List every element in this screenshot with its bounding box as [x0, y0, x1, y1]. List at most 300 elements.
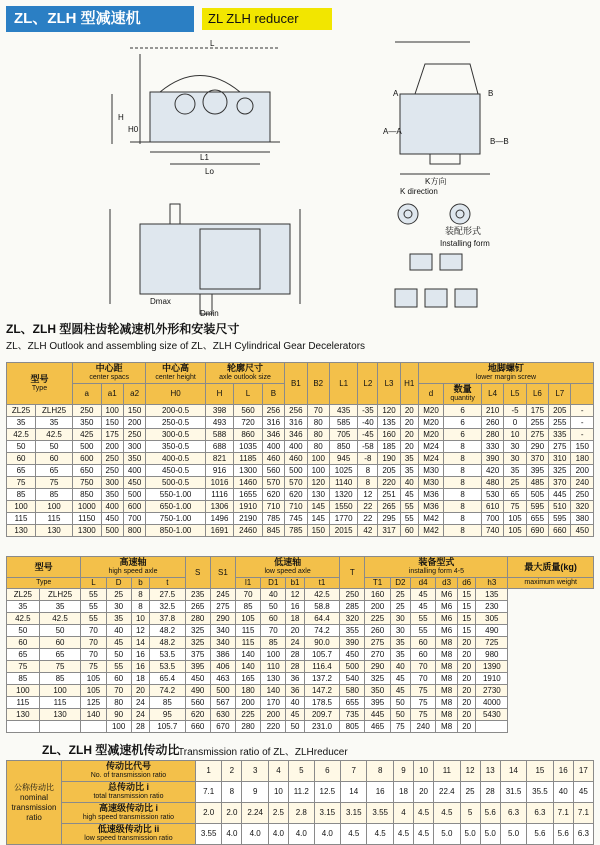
table-cell: 75	[7, 477, 36, 489]
t2-head-wt: 最大质量(kg)	[508, 557, 594, 578]
table-cell: 145	[307, 513, 329, 525]
table-cell: 115	[7, 697, 40, 709]
table-cell: 55	[106, 661, 131, 673]
table-cell: 3.55	[195, 824, 221, 845]
table-cell: 735	[340, 709, 365, 721]
table-cell: 6.3	[527, 803, 553, 824]
table-cell: 2.0	[222, 803, 242, 824]
table-cell: 8	[222, 782, 242, 803]
t2-col-wt: maximum weight	[508, 578, 594, 589]
table-cell: 70	[411, 661, 436, 673]
table-cell: 25	[460, 782, 480, 803]
table-cell: 980	[476, 649, 508, 661]
table-cell: 225	[235, 709, 260, 721]
table-cell: 340	[210, 625, 235, 637]
table-cell: M36	[418, 501, 443, 513]
table-cell: 2015	[329, 525, 357, 537]
table-cell: 805	[340, 721, 365, 733]
table-cell: 3	[242, 761, 268, 782]
table-row	[7, 489, 594, 501]
table-cell: 493	[205, 417, 233, 429]
table-cell: 1185	[234, 453, 262, 465]
table-cell: 105	[504, 513, 526, 525]
t1-col-h1: H1	[400, 363, 418, 405]
t1-col-l2: L2	[358, 363, 378, 405]
table-cell: ZLH25	[39, 589, 81, 601]
table-cell: -5	[504, 405, 526, 417]
table-cell: 16	[131, 649, 149, 661]
table-cell: 30	[106, 601, 131, 613]
table-cell: 305	[476, 613, 508, 625]
table-cell: 210	[481, 405, 503, 417]
table-cell: M8	[436, 661, 458, 673]
table-cell: 690	[526, 525, 548, 537]
table-cell: M8	[436, 685, 458, 697]
table-cell: 330	[481, 441, 503, 453]
table-cell: 3.15	[314, 803, 340, 824]
table-cell: 740	[481, 525, 503, 537]
table-cell: 425	[73, 429, 101, 441]
table-row	[7, 649, 594, 661]
table-cell: 5.6	[480, 803, 500, 824]
t2-col-s1: S1	[210, 557, 235, 589]
t2-col-t1small: t1	[304, 578, 339, 589]
t1-col-l1: L1	[329, 363, 357, 405]
table-cell: 346	[285, 429, 307, 441]
table-cell: 3.15	[341, 803, 367, 824]
table-cell: 35	[390, 637, 410, 649]
table-cell: 370	[549, 477, 571, 489]
table-cell: 65	[39, 649, 81, 661]
table-cell: 70	[261, 625, 286, 637]
table-cell: 355	[340, 625, 365, 637]
table-cell: 845	[262, 525, 284, 537]
table-cell: 45	[573, 782, 593, 803]
table-cell: 445	[365, 709, 390, 721]
table-cell: 400	[101, 501, 123, 513]
table-cell: 2190	[234, 513, 262, 525]
table-cell: 8	[444, 489, 482, 501]
table-cell: M24	[418, 453, 443, 465]
table-cell: 95	[150, 709, 185, 721]
table-cell: M24	[418, 441, 443, 453]
table-cell: 1025	[329, 465, 357, 477]
table-cell: 75	[7, 661, 40, 673]
table-cell: 45	[411, 601, 436, 613]
table-cell: 595	[549, 513, 571, 525]
table-cell: 850-1.00	[146, 525, 206, 537]
table-cell: 390	[481, 453, 503, 465]
table-cell: 450	[123, 477, 145, 489]
table-cell: 11.2	[289, 782, 315, 803]
ratio-row-label: 传动比代号 No. of transmission ratio	[62, 761, 196, 782]
table-cell: 137.2	[304, 673, 339, 685]
table-cell: 145	[307, 501, 329, 513]
table-cell: 130	[36, 525, 73, 537]
table-cell: 100	[307, 465, 329, 477]
table-cell: 2730	[476, 685, 508, 697]
table-cell: 300	[101, 477, 123, 489]
table-cell: 705	[329, 429, 357, 441]
table-cell: 50	[261, 601, 286, 613]
table-cell: 1390	[476, 661, 508, 673]
table-cell: 4.0	[222, 824, 242, 845]
table-cell: 505	[526, 489, 548, 501]
table-cell: 16	[131, 661, 149, 673]
table-cell: 500	[101, 525, 123, 537]
table-row	[7, 661, 594, 673]
table-cell: 60	[261, 613, 286, 625]
table-cell: 1770	[329, 513, 357, 525]
table-cell: 170	[261, 697, 286, 709]
table-cell: 860	[234, 429, 262, 441]
table-cell: 50	[390, 709, 410, 721]
table-cell: 316	[285, 417, 307, 429]
table-cell: 100	[106, 721, 131, 733]
table-cell: 4	[268, 761, 288, 782]
drawing-label-lo: Lo	[205, 167, 214, 176]
table-cell: 400	[262, 441, 284, 453]
table-cell: 80	[307, 441, 329, 453]
table-cell: 60	[411, 637, 436, 649]
table-cell: 35	[400, 453, 418, 465]
drawing-label-install-en: Installing form	[440, 239, 490, 248]
table-cell: 350	[365, 685, 390, 697]
table-cell: 4.5	[341, 824, 367, 845]
gearbox-front-view	[150, 92, 270, 142]
table-cell: 710	[262, 501, 284, 513]
table-cell: 9	[242, 782, 268, 803]
table-cell: 350	[123, 453, 145, 465]
table-cell: 205	[378, 465, 400, 477]
table-cell: 490	[476, 625, 508, 637]
table-row	[7, 721, 594, 733]
table-cell: 4.5	[367, 824, 393, 845]
table-cell: 500	[210, 685, 235, 697]
table-cell: M6	[436, 601, 458, 613]
table-cell: 15	[527, 761, 553, 782]
table-cell: -40	[358, 417, 378, 429]
table-cell: 460	[285, 453, 307, 465]
table-cell: 231.0	[304, 721, 339, 733]
table-cell: 1496	[205, 513, 233, 525]
table-cell: 5.6	[553, 824, 573, 845]
table-cell: 500-0.5	[146, 477, 206, 489]
table-cell: 85	[7, 489, 36, 501]
table1-subtitle: ZL、ZLH Outlook and assembling size of ZL、ZLH Cylindrical Gear Decelerators	[6, 341, 366, 352]
table-cell: 18	[286, 613, 304, 625]
t1-col-b1: B1	[285, 363, 307, 405]
table-cell: 200	[261, 709, 286, 721]
table-cell: 180	[571, 453, 594, 465]
technical-drawing	[0, 34, 600, 318]
table-cell: 560	[185, 697, 210, 709]
table-cell: 395	[526, 465, 548, 477]
table-cell: 346	[262, 429, 284, 441]
table-cell: 55	[400, 513, 418, 525]
table-cell: M42	[418, 513, 443, 525]
table-cell: 180	[235, 685, 260, 697]
table-cell: 140	[235, 649, 260, 661]
table-cell: 45	[411, 589, 436, 601]
table-cell: 600	[123, 501, 145, 513]
table-cell: 6	[444, 417, 482, 429]
table-cell: 70	[411, 673, 436, 685]
table-row	[7, 405, 594, 417]
table-cell: 0	[504, 417, 526, 429]
ratio-row-label: 低速级传动比 ii low speed transmission ratio	[62, 824, 196, 845]
table-cell: 35	[7, 417, 36, 429]
t1-col-extra	[571, 384, 594, 405]
table-cell: 8	[358, 477, 378, 489]
table-cell: 720	[234, 417, 262, 429]
table-cell: -8	[358, 453, 378, 465]
table-cell: 420	[481, 465, 503, 477]
table-cell: M36	[418, 489, 443, 501]
table-cell: 2.5	[268, 803, 288, 824]
table-cell: 45	[106, 637, 131, 649]
table-cell: 390	[340, 637, 365, 649]
table-cell: 300	[123, 441, 145, 453]
table-cell: 1550	[329, 501, 357, 513]
table-cell: 20	[457, 661, 475, 673]
table-cell: 200-0.5	[146, 405, 206, 417]
table-cell: 65	[36, 465, 73, 477]
table-cell: 916	[205, 465, 233, 477]
table-cell: 18	[131, 673, 149, 685]
table-cell: 280	[481, 429, 503, 441]
table-row	[7, 429, 594, 441]
table3-title: ZL、ZLH 型减速机传动比	[42, 743, 180, 757]
table-cell: 125	[81, 697, 106, 709]
table-cell: 225	[365, 613, 390, 625]
table-cell: 5.0	[434, 824, 460, 845]
table-cell: 175	[101, 429, 123, 441]
table-cell: 20	[457, 673, 475, 685]
table-cell: 209.7	[304, 709, 339, 721]
table-cell: 850	[73, 489, 101, 501]
table-cell: 20	[457, 649, 475, 661]
table-cell: 4.0	[314, 824, 340, 845]
table-cell: 600	[73, 453, 101, 465]
table-cell: 406	[210, 661, 235, 673]
shaft-table	[6, 556, 594, 733]
table-cell: 6	[444, 429, 482, 441]
table-cell: 45	[390, 685, 410, 697]
table-cell: 75	[36, 477, 73, 489]
t1-col-h0: H0	[146, 384, 206, 405]
table-cell: 15	[457, 613, 475, 625]
table-cell: 75	[504, 501, 526, 513]
table-cell: 40	[106, 625, 131, 637]
table-cell: 700	[481, 513, 503, 525]
table-cell: 620	[285, 489, 307, 501]
dimension-table	[6, 362, 594, 537]
table-cell: 1910	[476, 673, 508, 685]
table-cell: 620	[262, 489, 284, 501]
table-cell: 105	[504, 525, 526, 537]
table-cell: -45	[358, 429, 378, 441]
table-cell: 50	[106, 649, 131, 661]
table-cell: 50	[286, 721, 304, 733]
table-cell: 500	[340, 661, 365, 673]
table-cell: 1306	[205, 501, 233, 513]
table-cell: 240	[411, 721, 436, 733]
t1-col-l5: L5	[504, 384, 526, 405]
table-cell: 60	[7, 637, 40, 649]
table-cell: 260	[365, 625, 390, 637]
table-cell: 22	[358, 501, 378, 513]
table-cell: 24	[286, 637, 304, 649]
table-cell: 750-1.00	[146, 513, 206, 525]
table-cell: 40	[400, 477, 418, 489]
table-cell: M8	[436, 721, 458, 733]
table-row	[7, 697, 594, 709]
table-cell: 285	[340, 601, 365, 613]
drawing-label-k: K方向	[425, 177, 447, 186]
drawing-label-h: H	[118, 113, 124, 122]
table-cell: 300-0.5	[146, 429, 206, 441]
table-cell: 398	[205, 405, 233, 417]
table-cell: 130	[307, 489, 329, 501]
table-cell: 48.2	[150, 625, 185, 637]
table-cell: 35	[39, 601, 81, 613]
table-cell: 42.5	[7, 429, 36, 441]
table-cell: 105	[81, 673, 106, 685]
table-cell: 75	[411, 685, 436, 697]
table-cell: 55	[81, 601, 106, 613]
table-cell: 130	[39, 709, 81, 721]
table-row	[7, 782, 594, 803]
table-cell: 400-0.5	[146, 453, 206, 465]
table-cell: 25	[106, 589, 131, 601]
table-cell: 2.8	[289, 803, 315, 824]
table-cell: 55	[411, 625, 436, 637]
table-cell: M20	[418, 429, 443, 441]
table-cell: 25	[390, 589, 410, 601]
table-cell: 275	[549, 441, 571, 453]
t1-col-l4: L4	[481, 384, 503, 405]
table-cell: 100	[307, 453, 329, 465]
table-row	[7, 477, 594, 489]
table-cell: 5	[289, 761, 315, 782]
table-cell: 130	[7, 525, 36, 537]
table-cell: 18	[393, 782, 413, 803]
table-row	[7, 501, 594, 513]
table-cell: 55	[81, 613, 106, 625]
table-cell: 20	[457, 709, 475, 721]
table-cell: 58.8	[304, 601, 339, 613]
table-cell: 255	[526, 417, 548, 429]
table-cell: 435	[329, 405, 357, 417]
table-cell: 386	[210, 649, 235, 661]
table-cell: 13	[480, 761, 500, 782]
t2-head-hs: 高速轴 high speed axle	[81, 557, 185, 578]
table-cell: 120	[307, 477, 329, 489]
table-cell: 220	[378, 477, 400, 489]
table-cell: 255	[549, 417, 571, 429]
page-subtitle: ZL ZLH reducer	[202, 8, 332, 30]
t2-head-model: 型号	[7, 557, 81, 578]
drawing-label-install-zh: 装配形式	[445, 226, 482, 236]
table-cell: 20	[457, 721, 475, 733]
table-cell: 135	[378, 417, 400, 429]
table-cell: 60	[400, 525, 418, 537]
table-cell: 10	[131, 613, 149, 625]
page-header	[6, 6, 426, 32]
table-cell: 100	[7, 685, 40, 697]
table-cell: 105.7	[150, 721, 185, 733]
table-cell: 250	[101, 453, 123, 465]
table-cell: 37.8	[150, 613, 185, 625]
table-cell: 465	[365, 721, 390, 733]
t2-head-inst: 装备型式 installing form 4-5	[365, 557, 508, 578]
table-cell: 20	[414, 782, 434, 803]
table-cell: 80	[307, 417, 329, 429]
table-cell: 750	[73, 477, 101, 489]
t1-col-l6: L6	[526, 384, 548, 405]
table-cell: 580	[340, 685, 365, 697]
table-cell: 85	[7, 673, 40, 685]
table-row	[7, 637, 594, 649]
table-cell: 42.5	[7, 613, 40, 625]
table-cell: 65	[7, 649, 40, 661]
table-cell: -	[571, 417, 594, 429]
table-cell: 9	[393, 761, 413, 782]
table-cell: 55	[411, 613, 436, 625]
table-cell: -	[571, 405, 594, 417]
table-cell: 200	[101, 441, 123, 453]
table-cell: 5	[460, 803, 480, 824]
table-cell: 250	[571, 489, 594, 501]
table-cell: M8	[436, 697, 458, 709]
table-cell: 4.5	[434, 803, 460, 824]
table-cell: 10	[268, 782, 288, 803]
table-cell: M8	[436, 637, 458, 649]
table-cell: 24	[131, 709, 149, 721]
table-cell: 650	[73, 465, 101, 477]
table-row	[7, 589, 594, 601]
table-cell: 745	[285, 513, 307, 525]
table-row	[7, 803, 594, 824]
t2-col-b: b	[131, 578, 149, 589]
t2-col-l1: l1	[235, 578, 260, 589]
table-cell: M8	[436, 709, 458, 721]
table-cell: 30	[390, 625, 410, 637]
table-cell: 560	[262, 465, 284, 477]
table-cell: 585	[329, 417, 357, 429]
table-cell: 275	[526, 429, 548, 441]
table-cell: ZLH25	[36, 405, 73, 417]
table-cell: 50	[7, 441, 36, 453]
table-cell: 135	[476, 589, 508, 601]
table-cell: 75	[411, 709, 436, 721]
table-cell: M6	[436, 589, 458, 601]
table-cell: 45	[390, 673, 410, 685]
table-cell: 785	[285, 525, 307, 537]
drawing-label-aa: A—A	[383, 127, 402, 136]
table-cell: M20	[418, 417, 443, 429]
table-cell: 150	[307, 525, 329, 537]
table-cell: 28	[286, 649, 304, 661]
page-title: ZL、ZLH 型减速机	[6, 6, 194, 32]
table-cell: 7.1	[195, 782, 221, 803]
table-cell: 7.1	[553, 803, 573, 824]
table-cell: 70	[81, 637, 106, 649]
table-cell: 45	[286, 709, 304, 721]
table-cell: 290	[526, 441, 548, 453]
table-row	[7, 525, 594, 537]
